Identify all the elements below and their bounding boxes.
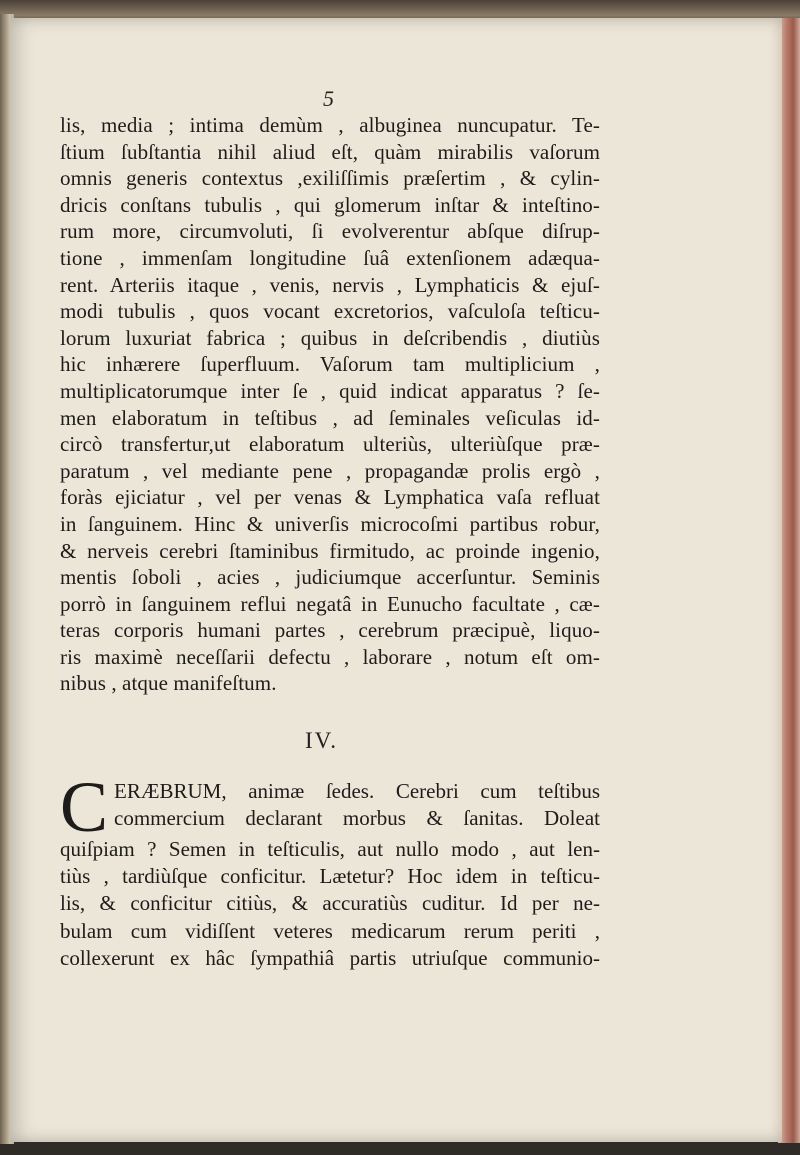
text-line: foràs ejiciatur , vel per venas & Lymphatica vaſa refluat xyxy=(60,485,600,510)
dropcap-row xyxy=(60,767,600,847)
text-line: paratum , vel mediante pene , propagandæ prolis ergò , xyxy=(60,458,600,483)
text-line: rent. Arteriis itaque , venis, nervis , Lymphaticis & ejuſ- xyxy=(60,272,600,297)
paragraph-continued xyxy=(60,112,600,697)
text-line: commercium declarant morbus & ſanitas. Doleat xyxy=(114,806,600,831)
text-line: circò transfertur,ut elaboratum ulteriùs, ulteriùſque præ- xyxy=(60,432,600,457)
text-line: lis, & conficitur citiùs, & accuratiùs cuditur. Id per ne- xyxy=(60,891,600,916)
dropcap-lines xyxy=(114,778,600,836)
paragraph-section-iv xyxy=(60,767,600,972)
text-line: ris maximè neceſſarii defectu , laborare , notum eſt om- xyxy=(60,644,600,669)
text-line: multiplicatorumque inter ſe , quid indicat apparatus ? ſe- xyxy=(60,378,600,403)
text-line: ſtium ſubſtantia nihil aliud eſt, quàm mirabilis vaſorum xyxy=(60,139,600,164)
text-line: porrò in ſanguinem reflui negatâ in Eunucho facultate , cæ- xyxy=(60,591,600,616)
text-line: in ſanguinem. Hinc & univerſis microcoſmi partibus robur, xyxy=(60,511,600,536)
text-line: omnis generis contextus ,exiliſſimis præſertim , & cylin- xyxy=(60,166,600,191)
text-line: dricis conſtans tubulis , qui glomerum inſtar & inteſtino- xyxy=(60,192,600,217)
text-line: tiùs , tardiùſque conficitur. Lætetur? Hoc idem in teſticu- xyxy=(60,864,600,889)
dropcap-letter: C xyxy=(60,767,109,847)
text-line: nibus , atque manifeſtum. xyxy=(60,671,277,696)
text-line: lorum luxuriat fabrica ; quibus in deſcribendis , diutiùs xyxy=(60,325,600,350)
text-line: hic inhærere ſuperfluum. Vaſorum tam multiplicium , xyxy=(60,352,600,377)
text-line: ERÆBRUM, animæ ſedes. Cerebri cum teſtibus xyxy=(114,779,600,803)
text-line: collexerunt ex hâc ſympathiâ partis utriuſque communio- xyxy=(60,945,600,970)
text-line: quiſpiam ? Semen in teſticulis, aut nullo modo , aut len- xyxy=(60,837,600,861)
text-line: rum more, circumvoluti, ſi evolverentur abſque diſrup- xyxy=(60,219,600,244)
text-line: men elaboratum in teſtibus , ad ſeminales veſiculas id- xyxy=(60,405,600,430)
text-line: & nerveis cerebri ſtaminibus firmitudo, ac proinde ingenio, xyxy=(60,538,600,563)
text-line: tione , immenſam longitudine ſuâ extenſionem adæqua- xyxy=(60,245,600,270)
page-number: 5 xyxy=(323,86,334,111)
text-line: lis, media ; intima demùm , albuginea nuncupatur. Te- xyxy=(60,113,600,137)
text-line: teras corporis humani partes , cerebrum præcipuè, liquo- xyxy=(60,618,600,643)
text-line: modi tubulis , quos vocant excretorios, vaſculoſa teſticu- xyxy=(60,299,600,324)
section-heading: IV. xyxy=(305,728,339,753)
text-line: mentis ſoboli , acies , judiciumque accerſuntur. Seminis xyxy=(60,565,600,590)
paragraph-lines xyxy=(60,836,600,972)
text-line: bulam cum vidiſſent veteres medicarum rerum periti , xyxy=(60,918,600,943)
book-page xyxy=(10,18,782,1142)
